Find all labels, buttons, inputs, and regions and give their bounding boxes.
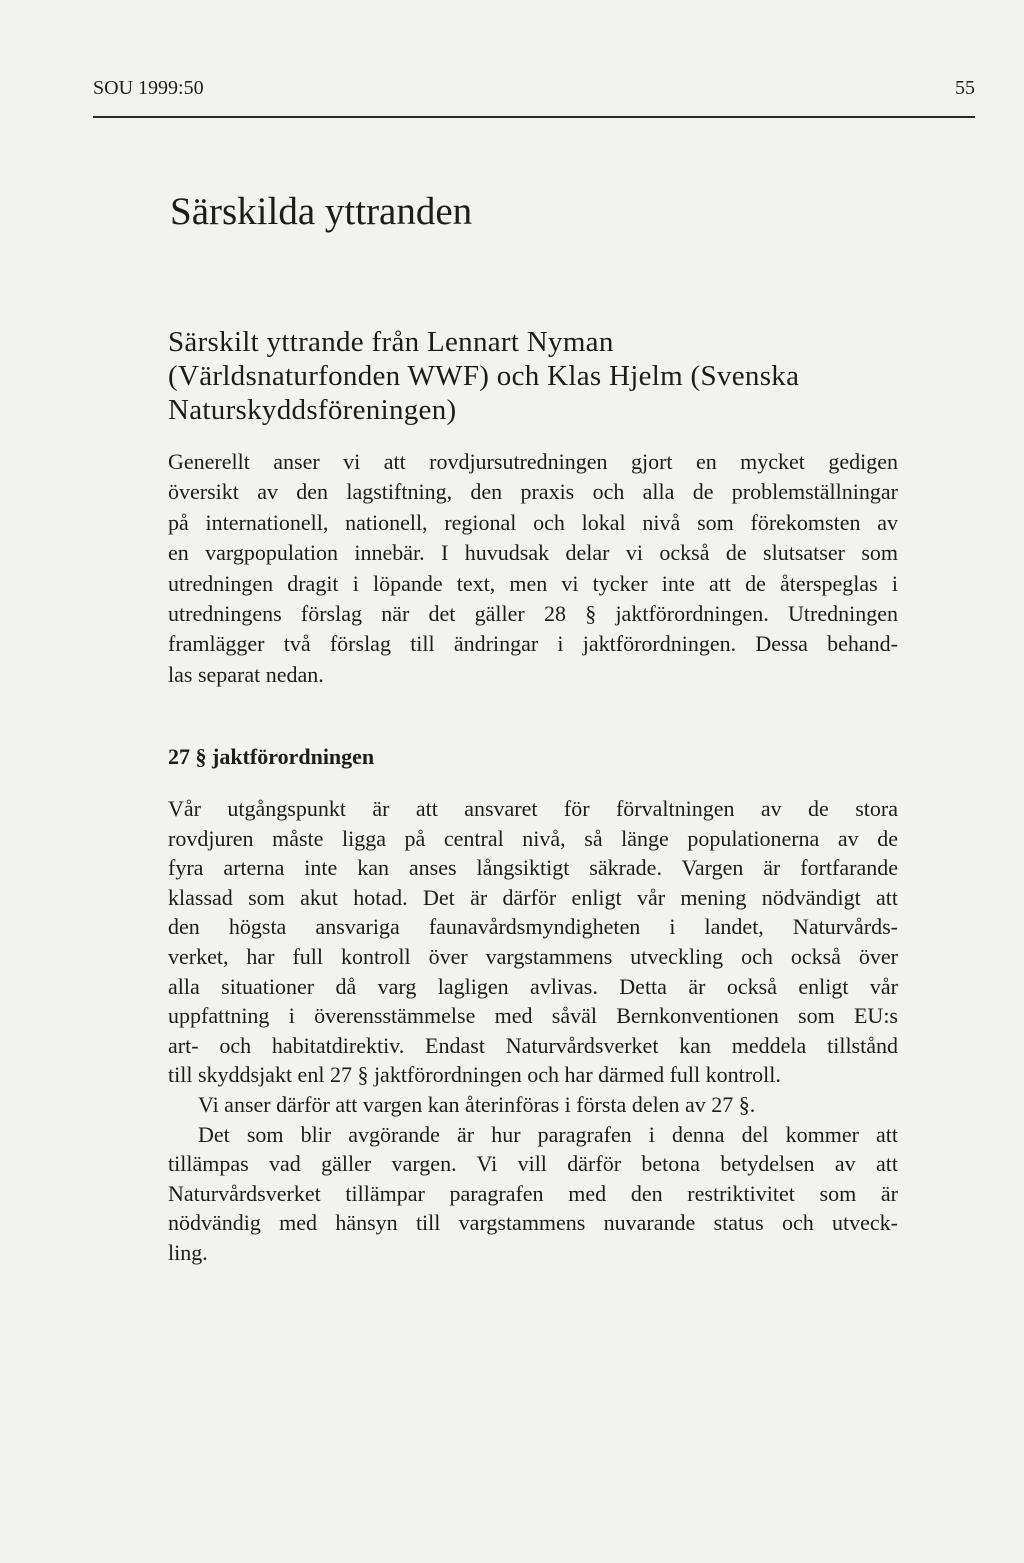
- paragraph-line: till skyddsjakt enl 27 § jaktförordningen och har därmed full kontroll.: [168, 1062, 781, 1088]
- paragraph-line: ling.: [168, 1239, 208, 1265]
- paragraph-line: en vargpopulation innebär. I huvudsak delar vi också de slutsatser som: [168, 540, 898, 566]
- statement-heading: [168, 325, 799, 427]
- paragraph-line: utredningen dragit i löpande text, men vi tycker inte att de återspeglas i: [168, 570, 898, 596]
- paragraph-line: klassad som akut hotad. Det är därför enligt vår mening nödvändigt att: [168, 884, 898, 910]
- paragraph-line: utredningens förslag när det gäller 28 § jaktförordningen. Utredningen: [168, 601, 898, 627]
- paragraph-line: verket, har full kontroll över vargstammens utveckling och också över: [168, 943, 898, 969]
- paragraph-line: Naturvårdsverket tillämpar paragrafen med den restriktivitet som är: [168, 1180, 898, 1206]
- paragraph-line: nödvändig med hänsyn till vargstammens nuvarande status och utveck-: [168, 1210, 898, 1236]
- paragraph-line: rovdjuren måste ligga på central nivå, så länge populationerna av de: [168, 825, 898, 851]
- section-paragraph-3: [168, 1120, 898, 1268]
- intro-paragraph: [168, 447, 898, 690]
- statement-heading-line: Naturskyddsföreningen): [168, 394, 457, 426]
- paragraph-line: den högsta ansvariga faunavårdsmyndigheten i landet, Naturvårds-: [168, 914, 898, 940]
- paragraph-line: Det som blir avgörande är hur paragrafen i denna del kommer att: [198, 1121, 898, 1147]
- paragraph-line: Vår utgångspunkt är att ansvaret för förvaltningen av de stora: [168, 796, 898, 821]
- paragraph-line: Generellt anser vi att rovdjursutredningen gjort en mycket gedigen: [168, 449, 898, 474]
- paragraph-line: tillämpas vad gäller vargen. Vi vill därför betona betydelsen av att: [168, 1151, 898, 1177]
- section-body: [168, 794, 898, 1268]
- section-paragraph-2: [168, 1090, 898, 1120]
- page-number: 55: [955, 77, 975, 99]
- paragraph-line: fyra arterna inte kan anses långsiktigt säkrade. Vargen är fortfarande: [168, 855, 898, 881]
- paragraph-line: Vi anser därför att vargen kan återinföras i första delen av 27 §.: [198, 1091, 756, 1117]
- paragraph-line: översikt av den lagstiftning, den praxis och alla de problemställningar: [168, 479, 898, 505]
- section-heading: 27 § jaktförordningen: [168, 744, 375, 769]
- section-paragraph-1: [168, 794, 898, 1090]
- paragraph-line: alla situationer då varg lagligen avlivas. Detta är också enligt vår: [168, 973, 898, 999]
- running-header-series: SOU 1999:50: [93, 77, 204, 99]
- chapter-title: Särskilda yttranden: [170, 190, 473, 233]
- paragraph-line: art- och habitatdirektiv. Endast Naturvårdsverket kan meddela tillstånd: [168, 1032, 898, 1058]
- header-rule: [93, 116, 975, 118]
- statement-heading-line: (Världsnaturfonden WWF) och Klas Hjelm (Svenska: [168, 360, 800, 392]
- paragraph-line: las separat nedan.: [168, 661, 324, 687]
- paragraph-line: framlägger två förslag till ändringar i jaktförordningen. Dessa behand-: [168, 631, 898, 657]
- statement-heading-line: Särskilt yttrande från Lennart Nyman: [168, 326, 614, 358]
- paragraph-line: uppfattning i överensstämmelse med såväl Bernkonventionen som EU:s: [168, 1003, 898, 1029]
- paragraph-line: på internationell, nationell, regional och lokal nivå som förekomsten av: [168, 509, 898, 535]
